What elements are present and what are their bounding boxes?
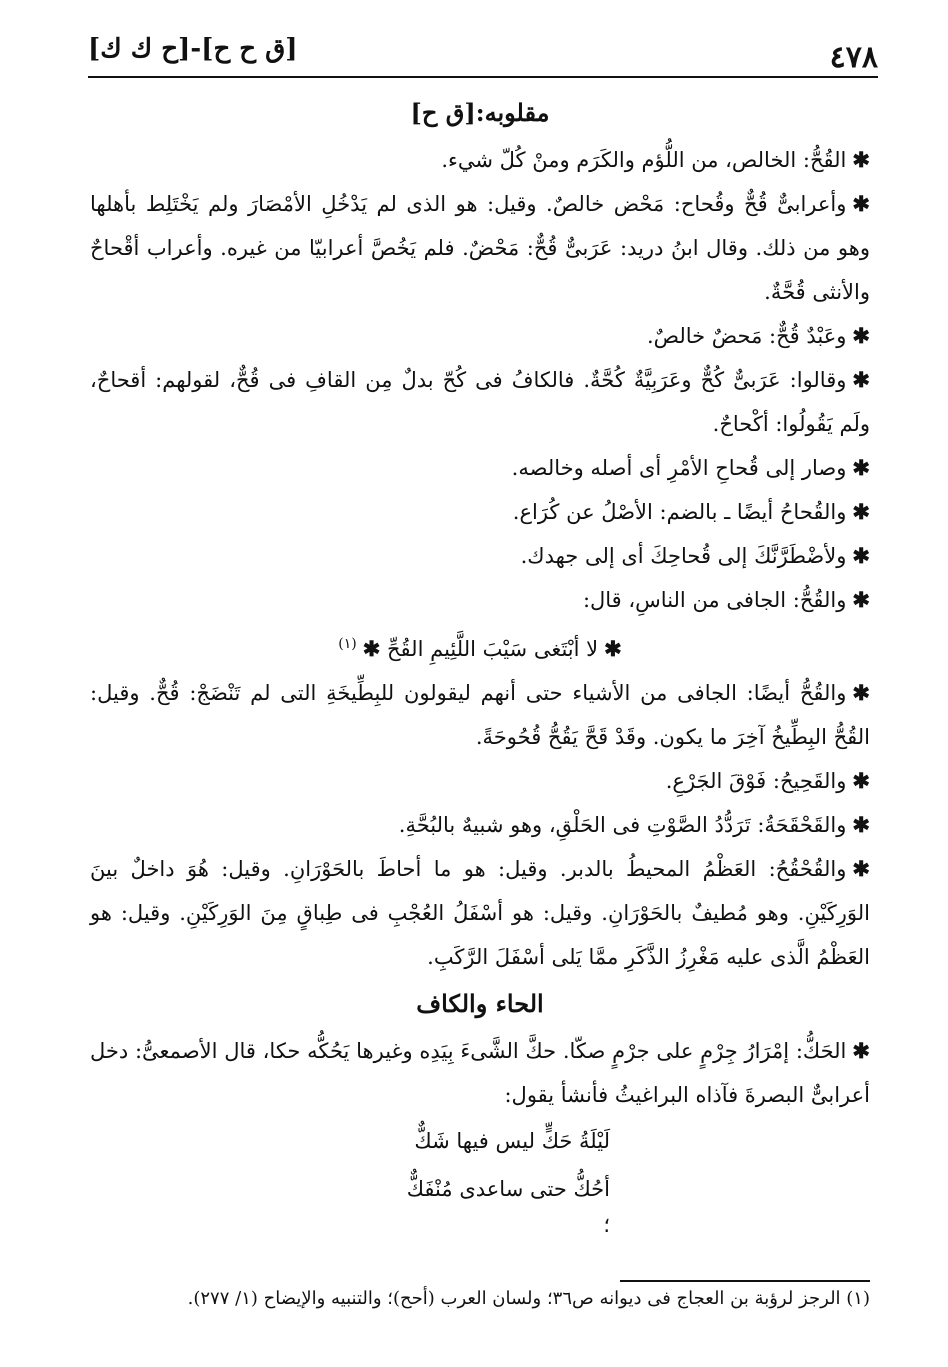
asterisk-icon: ✱ [852, 812, 870, 837]
poem-line: أحُكُّ حتى ساعدى مُنْفَكٌّ [406, 1177, 610, 1201]
entry: ✱والقُحاحُ أيضًا ـ بالضم: الأصْلُ عن كُرَاع. [512, 499, 870, 524]
poem-line: لَيْلَةُ حَكٍّ ليس فيها شَكٌّ [414, 1129, 610, 1153]
asterisk-icon: ✱ [852, 768, 870, 793]
page-header [88, 28, 878, 74]
poem-tail: ؛ [603, 1213, 610, 1237]
page-body [90, 88, 870, 1237]
footnote-mark: (١) [338, 636, 357, 652]
footnote: (١) الرجز لرؤبة بن العجاج فى ديوانه ص٣٦؛ ولسان العرب (أحح)؛ والتنبيه والإيضاح (١/ ٢٧٧). [187, 1288, 870, 1309]
asterisk-icon: ✱ [852, 499, 870, 524]
asterisk-icon: ✱ [852, 1038, 870, 1063]
entry: ✱وقالوا: عَرَبىٌّ كُحٌّ وعَرَبِيَّةٌ كُحَّةٌ. فالكافُ فى كُحّ بدلٌ مِن القافِ فى قُحٌّ، لقولهم: أقحاحٌ، ولَم يَقُولُوا: أكْحاحٌ. [90, 367, 870, 436]
entry: ✱وعَبْدٌ قُحٌّ: مَحضٌ خالصٌ. [646, 323, 870, 348]
section-title: مقلوبه:[ق ح] [410, 98, 550, 127]
entry: ✱والقَحْقَحَةُ: تَرَدُّدُ الصَّوْتِ فى الحَلْقِ، وهو شبيهٌ بالبُحَّةِ. [398, 812, 870, 837]
running-head: [ق ح ح]-[ح ك ك] [88, 34, 298, 64]
footnote-divider [620, 1280, 870, 1282]
entry: ✱وأعرابىٌّ قُحٌّ وقُحاح: مَحْض خالصٌ. وقيل: هو الذى لم يَدْخُلِ الأمْصَارَ ولم يَخْتَلِط بأهلها وهو من ذلك. وقال ابنُ دريد: عَرَبىٌّ قُحٌّ: مَحْضٌ. فلم يَخُصَّ أعرابيّا من غيره. وأعراب أقْحاحٌ والأنثى قُحَّةٌ. [90, 191, 870, 304]
entry: ✱والقُحُّ: الجافى من الناسِ، قال: [582, 587, 870, 612]
asterisk-icon: ✱ [852, 680, 870, 705]
entry: ✱القُحُّ: الخالص، من اللُّؤم والكَرَم ومنْ كُلّ شيء. [441, 147, 870, 172]
entry: ✱الحَكُّ: إمْرَارُ جِرْمٍ على جرْمٍ صكّا. حكَّ الشَّىءَ بِيَدِه وغيرها يَحُكُّه حكا، قال الأصمعىُّ: دخل أعرابىٌّ البصرةَ فآذاه البراغيثُ فأنشأ يقول: [90, 1038, 870, 1107]
asterisk-icon: ✱ [852, 587, 870, 612]
asterisk-icon: ✱ [852, 367, 870, 392]
asterisk-icon: ✱ [852, 455, 870, 480]
page-number: ٤٧٨ [829, 40, 878, 75]
asterisk-icon: ✱ [852, 147, 870, 172]
entry: ✱ولأضْطَرَّنَّكَ إلى قُحاحِكَ أى إلى جهدك. [520, 543, 870, 568]
entry: ✱والقُحْقُحُ: العَظْمُ المحيطُ بالدبر. وقيل: هو ما أحاطَ بالحَوْرَانِ. وقيل: هُوَ داخلٌ بينَ الوَرِكَيْنِ. وهو مُطيفٌ بالحَوْرَانِ. وقيل: هو أسْفَلُ العُجْبِ فى طِباقٍ مِنَ الوَرِكَيْنِ. وقيل: هو العَظْمُ الَّذى عليه مَغْرِزُ الذَّكَرِ ممَّا يَلى أسْفَلَ الرَّكَبِ. [90, 856, 870, 969]
asterisk-icon: ✱ [852, 856, 870, 881]
poem [90, 1117, 870, 1237]
asterisk-icon: ✱ [852, 191, 870, 216]
asterisk-icon: ✱ [852, 543, 870, 568]
asterisk-icon: ✱ [362, 636, 381, 661]
entry: ✱وصار إلى قُحاحِ الأمْرِ أى أصله وخالصه. [511, 455, 870, 480]
asterisk-icon: ✱ [852, 323, 870, 348]
verse-line: ✱لا أبْتَغى سَيْبَ اللَّئِيمِ القُحِّ ✱$^{(١)}$ [338, 636, 622, 661]
header-divider [88, 76, 878, 78]
entry: ✱والقُحُّ أيضًا: الجافى من الأشياء حتى أنهم ليقولون للبِطِّيخَةِ التى لم تَنْضَجْ: قُحٌّ. وقيل: القُحُّ البِطِّيخُ آخِرَ ما يكون. وقَدْ قَحَّ يَقُحُّ قُحُوحَةً. [90, 680, 870, 749]
asterisk-icon: ✱ [604, 636, 622, 661]
entry: ✱والقَحِيحُ: فَوْقَ الجَرْعِ. [665, 768, 870, 793]
section-title: الحاء والكاف [416, 989, 544, 1018]
